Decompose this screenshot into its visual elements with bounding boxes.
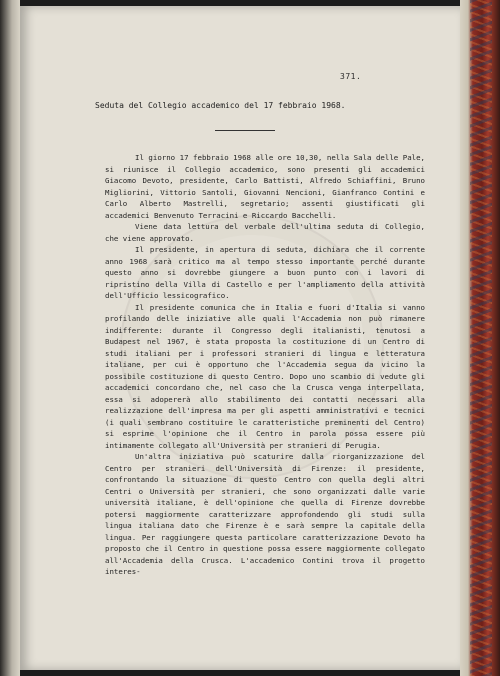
facing-page-edge	[0, 0, 20, 676]
page-title: Seduta del Collegio accademico del 17 febbraio 1968.	[95, 101, 346, 110]
page-number: 371.	[340, 72, 362, 81]
paragraph: Il presidente comunica che in Italia e fuori d'Italia si vanno profilando delle iniziative alle quali l'Accademia non può rimanere indifferente: durante il Congresso degli italianisti, tenutosi a Budapest nel 1967, è stata proposta la costituzione di un Centro di studi italiani per i professori stranieri di lingua e letteratura italiane, per cui è opportuno che l'Accademia segua da vicino la possibile costituzione di questo Centro. Dopo uno scambio di vedute gli accademici concordano che, nel caso che la Crusca venga interpellata, essa si adopererà allo stabilimento dei contatti necessari alla realizzazione dell'impresa ma per gli aspetti amministrativi e tecnici (i quali sembrano costituire le caratteristiche preminenti del Centro) si esprime l'opinione che il Centro in parola possa essere più intimamente collegato all'Università per stranieri di Perugia.	[105, 302, 425, 450]
title-divider	[215, 130, 275, 131]
paragraph: Il presidente, in apertura di seduta, dichiara che il corrente anno 1968 sarà critico ma al tempo stesso importante perché durante questo anno si dovrebbe giungere a buon punto con i lavori di ripristino della Villa di Castello e per l'ampliamento della attività dell'Ufficio lessicografico.	[105, 245, 425, 300]
paragraph: Il giorno 17 febbraio 1968 alle ore 10,30, nella Sala delle Pale, si riunisce il Collegio accademico, sono presenti gli accademici Giacomo Devoto, presidente, Carlo Battisti, Alfredo Schiaffini, Bruno Migliorini, Vittorio Santoli, Giovanni Nencioni, Gianfranco Contini e Carlo Alberto Mastrelli, segretario; assenti giustificati gli accademici Benvenuto Terracini e Riccardo Bacchelli.	[105, 153, 425, 220]
paragraph: Un'altra iniziativa può scaturire dalla riorganizzazione del Centro per stranieri dell'Università di Firenze: il presidente, confrontando la situazione di questo Centro con quella degli altri Centri o Università per stranieri, che sono organizzati dalle varie università italiane, è dell'opinione che quella di Firenze dovrebbe potersi maggiormente caratterizzare approfondendo gli studi sulla lingua italiana dato che Firenze è e sarà sempre la capitale della lingua. Per raggiungere questa particolare caratterizzazione Devoto ha proposto che il Centro in questione possa essere maggiormente collegato all'Accademia della Crusca. L'accademico Contini trova il progetto interes-	[105, 452, 425, 576]
marbled-page-edge	[470, 0, 492, 676]
paragraph: Viene data lettura del verbale dell'ultima seduta di Collegio, che viene approvato.	[105, 222, 425, 243]
minutes-body	[105, 152, 425, 578]
